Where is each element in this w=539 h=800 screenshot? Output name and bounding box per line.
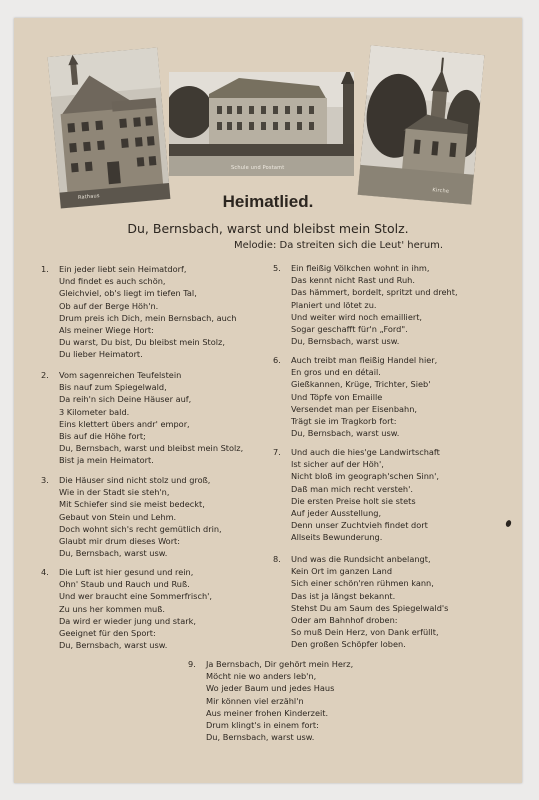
verse-line: Bist ja mein Heimatort. bbox=[59, 455, 154, 466]
verse-3 bbox=[41, 474, 222, 559]
song-subtitle: Du, Bernsbach, warst und bleibst mein Stolz. bbox=[127, 221, 409, 236]
song-title: Heimatlied. bbox=[222, 192, 314, 211]
melody-note: Melodie: Da streiten sich die Leut' herum. bbox=[234, 240, 444, 251]
school-caption: Schule und Postamt bbox=[231, 165, 285, 171]
verse-line: Sich einer schön'ren rühmen kann, bbox=[291, 578, 434, 589]
verse-line: Du, Bernsbach, warst usw. bbox=[291, 428, 400, 439]
verse-line: Oder am Bahnhof droben: bbox=[291, 615, 398, 626]
town-hall-caption: Rathaus bbox=[77, 193, 100, 201]
verse-6 bbox=[273, 354, 438, 439]
verse-line: Du, Bernsbach, warst usw. bbox=[291, 336, 400, 347]
verse-line: Ein fleißig Völkchen wohnt in ihm, bbox=[291, 263, 430, 273]
verse-line: Drum preis ich Dich, mein Bernsbach, auch bbox=[59, 312, 237, 323]
verse-line: Ob auf der Berge Höh'n. bbox=[59, 300, 159, 311]
verse-line: Stehst Du am Saum des Spiegelwald's bbox=[291, 602, 449, 613]
church-caption: Kirche bbox=[432, 187, 450, 195]
photo-school bbox=[169, 72, 354, 176]
verse-line: Geeignet für den Sport: bbox=[59, 628, 156, 639]
verse-line: Mit Schiefer sind sie meist bedeckt, bbox=[59, 499, 205, 510]
verse-line: Trägt sie im Tragkorb fort: bbox=[291, 416, 397, 427]
verse-5 bbox=[273, 262, 458, 347]
verse-line: Planiert und lötet zu. bbox=[291, 299, 377, 310]
verse-8 bbox=[273, 553, 449, 651]
verse-line: Ist sicher auf der Höh', bbox=[291, 459, 384, 470]
verse-line: Daß man mich recht versteh'. bbox=[291, 483, 413, 494]
verse-line: Den großen Schöpfer loben. bbox=[291, 639, 406, 650]
verse-line: Die Luft ist hier gesund und rein, bbox=[59, 567, 194, 577]
verse-line: Doch wohnt sich's recht gemütlich drin, bbox=[59, 523, 222, 534]
verse-line: Da reih'n sich Deine Häuser auf, bbox=[59, 394, 192, 405]
verse-line: Vom sagenreichen Teufelstein bbox=[59, 370, 182, 380]
verse-line: Wo jeder Baum und jedes Haus bbox=[206, 683, 335, 694]
verse-line: Du warst, Du bist, Du bleibst mein Stolz, bbox=[59, 337, 225, 348]
verse-line: Du, Bernsbach, warst und bleibst mein Stolz, bbox=[59, 443, 244, 454]
verse-line: Auf jeder Ausstellung, bbox=[291, 508, 382, 519]
photo-church bbox=[358, 45, 485, 204]
verse-line: Du lieber Heimatort. bbox=[59, 349, 143, 360]
verse-number: 3. bbox=[41, 475, 49, 485]
verse-line: Zu uns her kommen muß. bbox=[59, 603, 166, 614]
verse-line: Die ersten Preise holt sie stets bbox=[291, 495, 416, 506]
verse-2 bbox=[41, 369, 244, 467]
verse-line: Da wird er wieder jung und stark, bbox=[59, 615, 196, 626]
verse-number: 9. bbox=[188, 659, 196, 669]
verse-line: Bis nauf zum Spiegelwald, bbox=[59, 382, 167, 393]
verse-line: Du, Bernsbach, warst usw. bbox=[206, 732, 315, 743]
verse-line: Ja Bernsbach, Dir gehört mein Herz, bbox=[206, 659, 354, 669]
church-picture bbox=[358, 45, 485, 204]
verse-number: 8. bbox=[273, 554, 281, 564]
verse-line: Glaubt mir drum dieses Wort: bbox=[59, 536, 181, 547]
verse-7 bbox=[273, 446, 440, 544]
verse-1 bbox=[41, 263, 237, 361]
ink-speck bbox=[505, 519, 512, 527]
verse-line: Und weiter wird noch emailliert, bbox=[291, 311, 423, 322]
town-hall-picture bbox=[48, 47, 171, 208]
verse-line: Aus meiner frohen Kinderzeit. bbox=[206, 707, 329, 718]
verse-line: En gros und en détail. bbox=[291, 367, 381, 378]
verse-line: Nicht bloß im geograph'schen Sinn', bbox=[291, 471, 439, 482]
verse-line: Ohn' Staub und Rauch und Ruß. bbox=[59, 579, 190, 590]
verse-line: Du, Bernsbach, warst usw. bbox=[59, 640, 168, 651]
verse-line: Und Töpfe von Emaille bbox=[291, 391, 383, 402]
verse-line: So muß Dein Herz, von Dank erfüllt, bbox=[291, 627, 439, 638]
photo-town-hall bbox=[48, 47, 171, 208]
verse-line: Auch treibt man fleißig Handel hier, bbox=[291, 355, 438, 365]
verse-4 bbox=[41, 566, 212, 651]
school-picture bbox=[169, 72, 354, 176]
verse-line: Gebaut von Stein und Lehm. bbox=[59, 511, 177, 522]
verse-line: Und findet es auch schön, bbox=[59, 276, 166, 287]
verse-line: Möcht nie wo anders leb'n, bbox=[206, 671, 317, 682]
verse-line: Und was die Rundsicht anbelangt, bbox=[291, 554, 431, 564]
verse-line: Mir können viel erzähl'n bbox=[206, 695, 304, 706]
verse-line: Eins klettert übers andr' empor, bbox=[59, 418, 190, 429]
verse-line: Ein jeder liebt sein Heimatdorf, bbox=[59, 264, 187, 274]
verse-line: Das kennt nicht Rast und Ruh. bbox=[291, 275, 415, 286]
verse-line: Sogar geschafft für'n „Ford". bbox=[291, 324, 408, 335]
verse-number: 5. bbox=[273, 263, 281, 273]
verse-line: Kein Ort im ganzen Land bbox=[291, 566, 393, 577]
verse-line: Bis auf die Höhe fort; bbox=[59, 431, 146, 442]
verse-line: Die Häuser sind nicht stolz und groß, bbox=[59, 475, 211, 485]
verse-number: 1. bbox=[41, 264, 49, 274]
verse-line: Und wer braucht eine Sommerfrisch', bbox=[59, 591, 212, 602]
verse-line: Drum klingt's in einem fort: bbox=[206, 720, 319, 731]
verse-line: 3 Kilometer bald. bbox=[59, 406, 130, 417]
verse-line: Als meiner Wiege Hort: bbox=[59, 325, 154, 336]
verse-line: Allseits Bewunderung. bbox=[291, 532, 383, 543]
verse-number: 2. bbox=[41, 370, 49, 380]
verse-line: Du, Bernsbach, warst usw. bbox=[59, 548, 168, 559]
postcard bbox=[14, 18, 522, 783]
verse-line: Gleichviel, ob's liegt im tiefen Tal, bbox=[59, 288, 197, 299]
verse-number: 4. bbox=[41, 567, 49, 577]
verse-line: Denn unser Zuchtvieh findet dort bbox=[291, 520, 428, 531]
verse-line: Und auch die hies'ge Landwirtschaft bbox=[291, 447, 440, 457]
verse-line: Das hämmert, bordelt, spritzt und dreht, bbox=[291, 287, 458, 298]
verse-number: 7. bbox=[273, 447, 281, 457]
verse-9 bbox=[188, 658, 354, 743]
verse-line: Das ist ja längst bekannt. bbox=[291, 590, 396, 601]
verse-line: Gießkannen, Krüge, Trichter, Sieb' bbox=[291, 379, 431, 390]
verse-number: 6. bbox=[273, 355, 281, 365]
verse-line: Versendet man per Eisenbahn, bbox=[291, 403, 418, 414]
verse-line: Wie in der Stadt sie steh'n, bbox=[59, 487, 170, 498]
